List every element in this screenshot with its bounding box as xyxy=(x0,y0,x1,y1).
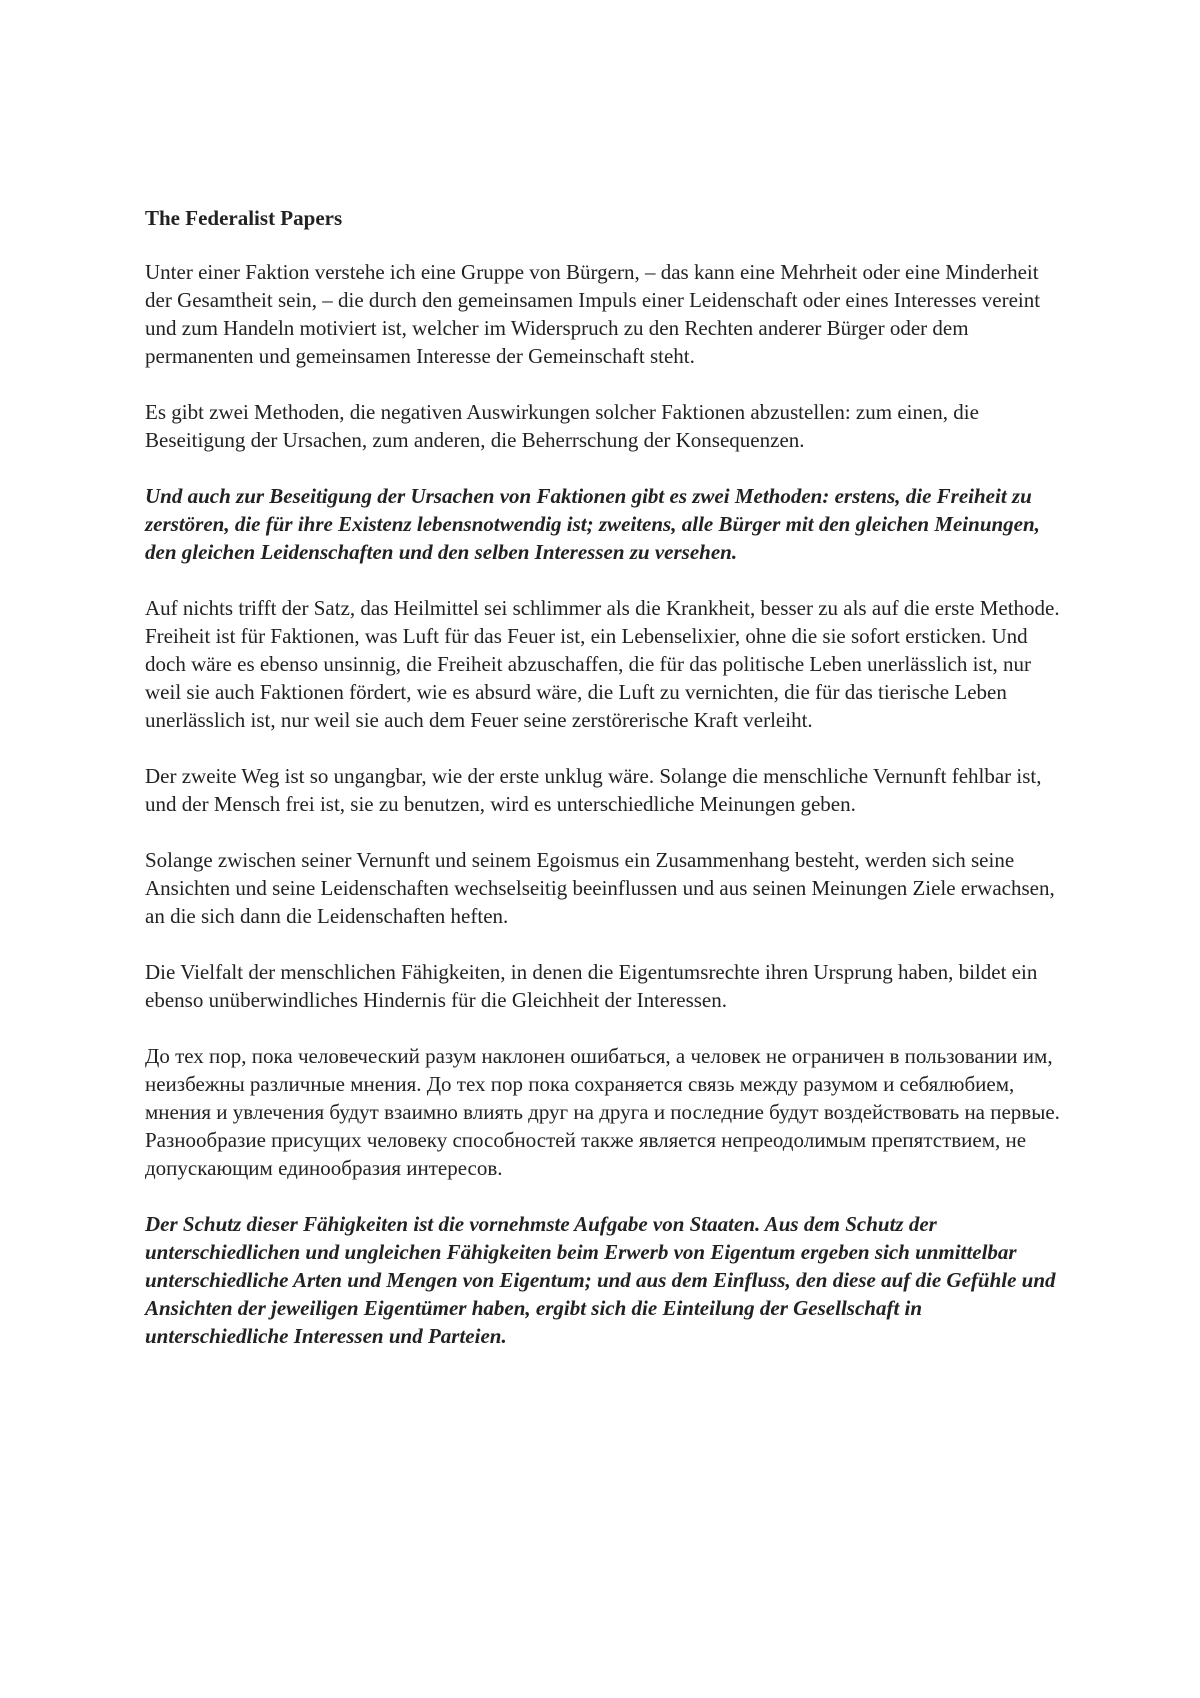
document-title: The Federalist Papers xyxy=(145,206,343,230)
paragraph-6: Solange zwischen seiner Vernunft und seinem Egoismus ein Zusammenhang besteht, werden sich seine Ansichten und seine Leidenschaften wechselseitig beeinflussen und aus seinen Meinungen Ziele erwachsen, an die sich dann die Leidenschaften heften. xyxy=(145,848,1055,928)
paragraph-4: Auf nichts trifft der Satz, das Heilmittel sei schlimmer als die Krankheit, besser zu als auf die erste Methode. Freiheit ist für Faktionen, was Luft für das Feuer ist, ein Lebenselixier, ohne die sie sofort ersticken. Und doch wäre es ebenso unsinnig, die Freiheit abzuschaffen, die für das politische Leben unerlässlich ist, nur weil sie auch Faktionen fördert, wie es absurd wäre, die Luft zu vernichten, die für das tierische Leben unerlässlich ist, nur weil sie auch dem Feuer seine zerstörerische Kraft verleiht. xyxy=(145,596,1060,732)
paragraph-7: Die Vielfalt der menschlichen Fähigkeiten, in denen die Eigentumsrechte ihren Ursprung haben, bildet ein ebenso unüberwindliches Hindernis für die Gleichheit der Interessen. xyxy=(145,960,1038,1012)
paragraph-2: Es gibt zwei Methoden, die negativen Auswirkungen solcher Faktionen abzustellen: zum einen, die Beseitigung der Ursachen, zum anderen, die Beherrschung der Konsequenzen. xyxy=(145,400,979,452)
paragraph-9-emphasized: Der Schutz dieser Fähigkeiten ist die vornehmste Aufgabe von Staaten. Aus dem Schutz der unterschiedlichen und ungleichen Fähigkeiten beim Erwerb von Eigentum ergeben sich unmittelbar unterschiedliche Arten und Mengen von Eigentum; und aus dem Einfluss, den diese auf die Gefühle und Ansichten der jeweiligen Eigentümer haben, ergibt sich die Einteilung der Gesellschaft in unterschiedliche Interessen und Parteien. xyxy=(145,1212,1056,1348)
paragraph-8-russian: До тех пор, пока человеческий разум наклонен ошибаться, а человек не ограничен в пользовании им, неизбежны различные мнения. До тех пор пока сохраняется связь между разумом и себялюбием, мнения и увлечения будут взаимно влиять друг на друга и последние будут воздействовать на первые. Разнообразие присущих человеку способностей также является непреодолимым препятствием, не допускающим единообразия интересов. xyxy=(145,1044,1060,1180)
paragraph-3-emphasized: Und auch zur Beseitigung der Ursachen von Faktionen gibt es zwei Methoden: erstens, die Freiheit zu zerstören, die für ihre Existenz lebensnotwendig ist; zweitens, alle Bürger mit den gleichen Meinungen, den gleichen Leidenschaften und den selben Interessen zu versehen. xyxy=(145,484,1040,564)
paragraph-5: Der zweite Weg ist so ungangbar, wie der erste unklug wäre. Solange die menschliche Vernunft fehlbar ist, und der Mensch frei ist, sie zu benutzen, wird es unterschiedliche Meinungen geben. xyxy=(145,764,1042,816)
document-body xyxy=(145,204,1065,1378)
paragraph-1: Unter einer Faktion verstehe ich eine Gruppe von Bürgern, – das kann eine Mehrheit oder eine Minderheit der Gesamtheit sein, – die durch den gemeinsamen Impuls einer Leidenschaft oder eines Interesses vereint und zum Handeln motiviert ist, welcher im Widerspruch zu den Rechten anderer Bürger oder dem permanenten und gemeinsamen Interesse der Gemeinschaft steht. xyxy=(145,260,1041,368)
